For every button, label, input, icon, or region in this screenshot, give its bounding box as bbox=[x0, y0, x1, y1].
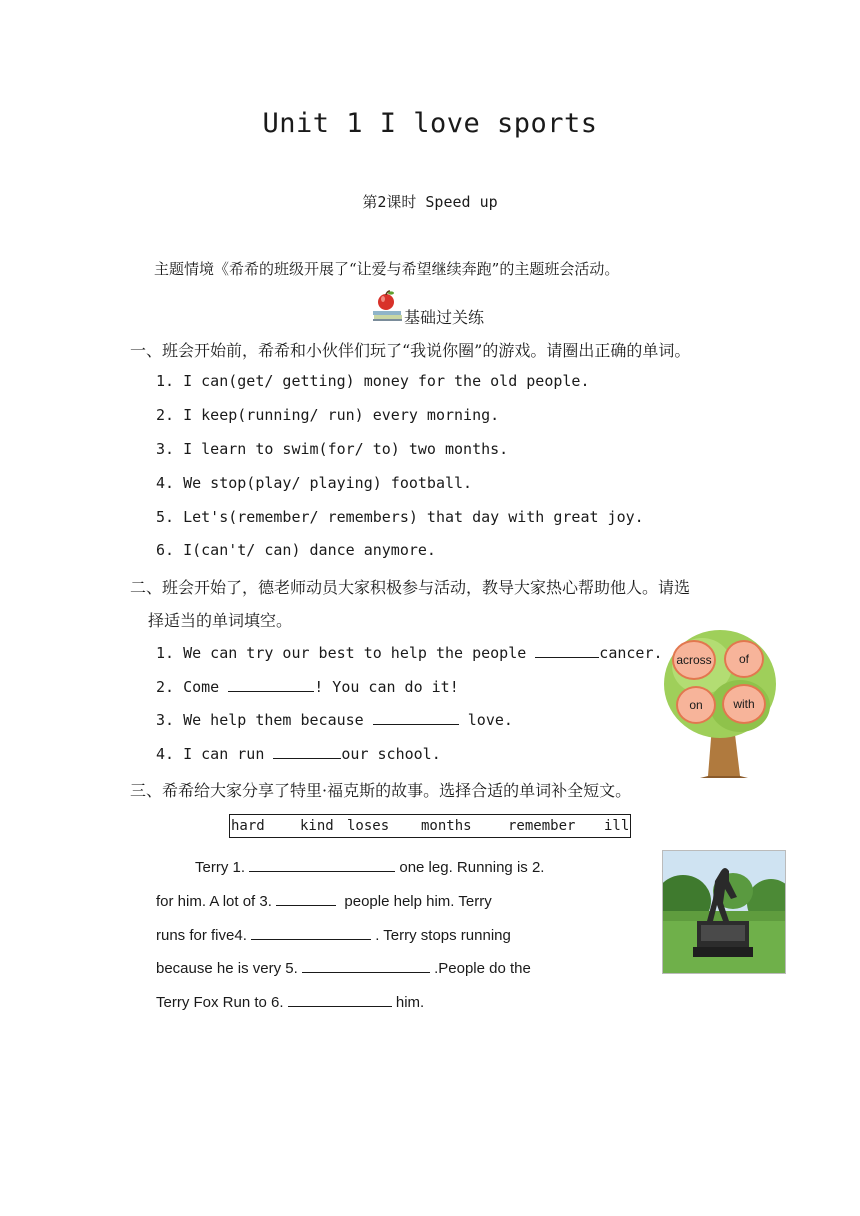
passage-line bbox=[156, 958, 531, 977]
tree-word: of bbox=[738, 652, 749, 666]
section1-item: 3. I learn to swim(for/ to) two months. bbox=[156, 440, 509, 458]
passage-text: because he is very 5. bbox=[156, 960, 302, 977]
item-text: our school. bbox=[341, 745, 441, 763]
tree-apple-of bbox=[724, 640, 764, 678]
passage-line bbox=[156, 992, 424, 1011]
passage-text: people help him. Terry bbox=[336, 893, 492, 910]
lesson-subtitle: 第2课时 Speed up bbox=[362, 193, 498, 211]
word-bank bbox=[229, 814, 631, 838]
passage-text: for him. A lot of 3. bbox=[156, 893, 277, 910]
tree-apple-across bbox=[672, 640, 716, 680]
item-text: 4. I can run bbox=[156, 745, 274, 763]
answer-blank[interactable] bbox=[276, 891, 336, 906]
answer-blank[interactable] bbox=[228, 677, 314, 692]
passage-text: Terry 1. bbox=[195, 859, 250, 876]
statue-photo bbox=[662, 850, 786, 974]
section2-item bbox=[156, 643, 663, 662]
answer-blank[interactable] bbox=[249, 857, 395, 872]
word-bank-item: hard bbox=[231, 818, 265, 834]
answer-blank[interactable] bbox=[251, 925, 371, 940]
passage-text: . Terry stops running bbox=[371, 927, 511, 944]
tree-apple-on bbox=[676, 686, 716, 724]
apple-books-icon bbox=[372, 290, 404, 322]
section1-item: 6. I(can't/ can) dance anymore. bbox=[156, 541, 436, 559]
item-text: 2. Come bbox=[156, 678, 229, 696]
section2-item bbox=[156, 710, 513, 729]
page-title: Unit 1 I love sports bbox=[262, 108, 598, 139]
basics-label: 基础过关练 bbox=[404, 308, 485, 327]
section1-item: 2. I keep(running/ run) every morning. bbox=[156, 406, 500, 424]
word-bank-item: remember bbox=[508, 818, 576, 834]
word-bank-item: loses bbox=[347, 818, 390, 834]
passage-line bbox=[195, 857, 544, 876]
answer-blank[interactable] bbox=[373, 710, 459, 725]
answer-blank[interactable] bbox=[288, 992, 392, 1007]
item-text: cancer. bbox=[599, 644, 663, 662]
item-text: 3. We help them because bbox=[156, 711, 373, 729]
tree-word: on bbox=[689, 698, 703, 712]
section2-item bbox=[156, 744, 441, 763]
section1-item: 1. I can(get/ getting) money for the old people. bbox=[156, 372, 590, 390]
answer-blank[interactable] bbox=[535, 643, 599, 658]
passage-line bbox=[156, 925, 511, 944]
section2-heading-line1: 二、班会开始了，德老师动员大家积极参与活动，教导大家热心帮助他人。请选 bbox=[130, 578, 691, 597]
passage-text: one leg. Running is 2. bbox=[395, 859, 545, 876]
answer-blank[interactable] bbox=[273, 744, 341, 759]
item-text: 1. We can try our best to help the people bbox=[156, 644, 536, 662]
section1-heading: 一、班会开始前，希希和小伙伴们玩了“我说你圈”的游戏。请圈出正确的单词。 bbox=[130, 341, 691, 360]
section1-item: 5. Let's(remember/ remembers) that day with great joy. bbox=[156, 508, 644, 526]
section1-item: 4. We stop(play/ playing) football. bbox=[156, 474, 473, 492]
passage-text: .People do the bbox=[429, 960, 531, 977]
section2-item bbox=[156, 677, 459, 696]
tree-word: with bbox=[733, 697, 755, 711]
word-bank-item: months bbox=[421, 818, 472, 834]
passage-text: him. bbox=[391, 994, 425, 1011]
passage-text: Terry Fox Run to 6. bbox=[156, 994, 288, 1011]
apple-tree-image bbox=[662, 626, 778, 778]
passage-text: runs for five4. bbox=[156, 927, 252, 944]
word-bank-item: kind bbox=[300, 818, 334, 834]
section3-heading: 三、希希给大家分享了特里·福克斯的故事。选择合适的单词补全短文。 bbox=[130, 781, 632, 800]
item-text: ! You can do it! bbox=[314, 678, 459, 696]
tree-word: across bbox=[676, 653, 712, 667]
word-bank-item: ill bbox=[604, 818, 630, 834]
answer-blank[interactable] bbox=[302, 958, 430, 973]
item-text: love. bbox=[458, 711, 513, 729]
section2-heading-line2: 择适当的单词填空。 bbox=[148, 611, 293, 630]
passage-line bbox=[156, 891, 492, 910]
theme-context: 主题情境《希希的班级开展了“让爱与希望继续奔跑”的主题班会活动。 bbox=[154, 260, 620, 278]
tree-apple-with bbox=[722, 684, 766, 724]
